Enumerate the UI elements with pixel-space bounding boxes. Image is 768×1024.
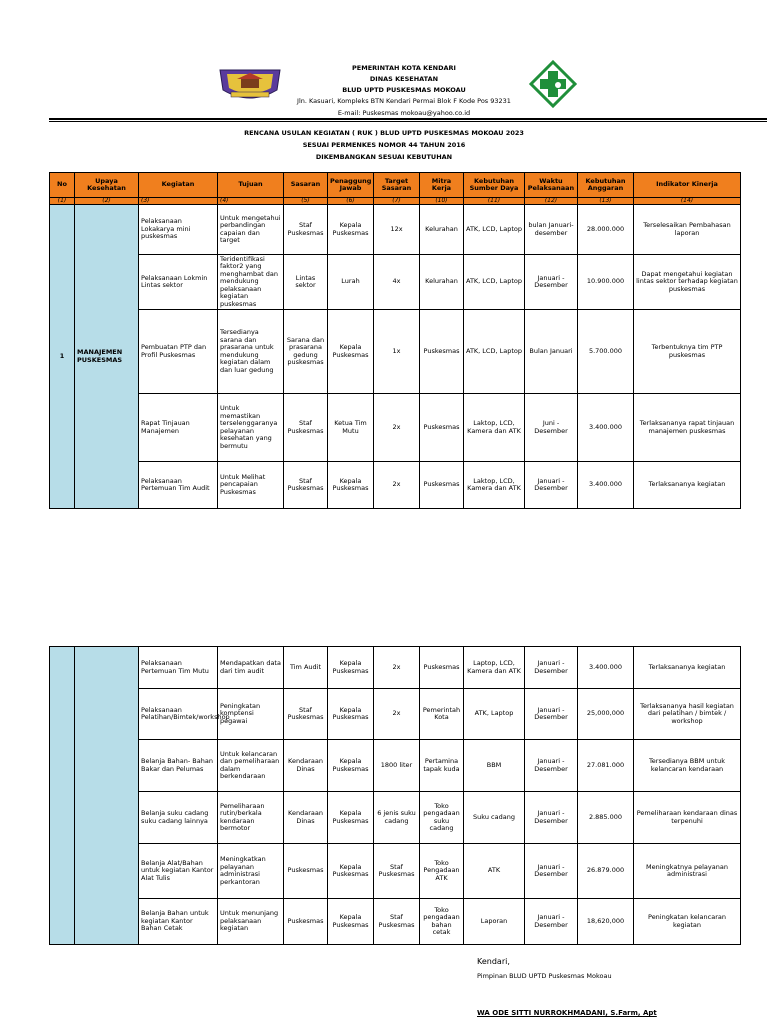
tujuan-cell: Untuk Melihat pencapaian Puskesmas — [218, 462, 284, 509]
table-row — [50, 394, 741, 462]
tujuan-cell: Untuk menunjang pelaksanaan kegiatan — [218, 899, 284, 945]
indikator-cell: Terlaksananya rapat tinjauan manajemen puskesmas — [634, 394, 741, 462]
sumber-daya-cell: Suku cadang — [464, 792, 525, 844]
mitra-cell: Toko pengadaan suku cadang — [420, 792, 464, 844]
sasaran-cell: Staf Puskesmas — [284, 462, 328, 509]
waktu-cell: Januari - Desember — [525, 792, 578, 844]
penanggung-jawab-cell: Lurah — [328, 255, 374, 310]
sasaran-cell: Staf Puskesmas — [284, 205, 328, 255]
col-header: Upaya Kesehatan — [75, 173, 139, 198]
col-header: Kegiatan — [139, 173, 218, 198]
anggaran-cell: 10.900.000 — [578, 255, 634, 310]
kegiatan-cell: Rapat Tinjauan Manajemen — [139, 394, 218, 462]
mitra-cell: Puskesmas — [420, 462, 464, 509]
sasaran-cell: Kendaraan Dinas — [284, 792, 328, 844]
waktu-cell: Januari - Desember — [525, 844, 578, 899]
tujuan-cell: Meningkatkan pelayanan administrasi perkantoran — [218, 844, 284, 899]
sumber-daya-cell: ATK, LCD, Laptop — [464, 205, 525, 255]
sumber-daya-cell: ATK, LCD, Laptop — [464, 310, 525, 394]
sumber-daya-cell: Laporan — [464, 899, 525, 945]
mitra-cell: Toko pengadaan bahan cetak — [420, 899, 464, 945]
table-row — [50, 689, 741, 740]
col-number: (3) — [139, 198, 218, 205]
document-title-1: RENCANA USULAN KEGIATAN ( RUK ) BLUD UPTD PUSKESMAS MOKOAU 2023 — [244, 129, 524, 137]
sasaran-cell: Kendaraan Dinas — [284, 740, 328, 792]
table-row — [50, 255, 741, 310]
tujuan-cell: Mendapatkan data dari tim audit — [218, 647, 284, 689]
signature-place: Kendari, — [477, 957, 510, 966]
col-header: Kebutuhan Anggaran — [578, 173, 634, 198]
anggaran-cell: 5.700.000 — [578, 310, 634, 394]
kegiatan-cell: Pelaksanaan Pelatihan/Bimtek/workshop — [139, 689, 218, 740]
tujuan-cell: Teridentifikasi faktor2 yang menghambat dan mendukung pelaksanaan kegiatan puskesmas — [218, 255, 284, 310]
header-divider-thin — [49, 121, 767, 122]
sasaran-cell: Tim Audit — [284, 647, 328, 689]
anggaran-cell: 25,000,000 — [578, 689, 634, 740]
col-number: (14) — [634, 198, 741, 205]
col-header: Mitra Kerja — [420, 173, 464, 198]
waktu-cell: Juni - Desember — [525, 394, 578, 462]
col-header: Penaggung Jawab — [328, 173, 374, 198]
indikator-cell: Terlaksananya hasil kegiatan dari pelatihan / bimtek / workshop — [634, 689, 741, 740]
indikator-cell: Dapat mengetahui kegiatan lintas sektor terhadap kegiatan puskesmas — [634, 255, 741, 310]
anggaran-cell: 28.000.000 — [578, 205, 634, 255]
sasaran-cell: Lintas sektor — [284, 255, 328, 310]
waktu-cell: Januari - Desember — [525, 740, 578, 792]
anggaran-cell: 3.400.000 — [578, 394, 634, 462]
kegiatan-cell: Belanja Bahan- Bahan Bakar dan Pelumas — [139, 740, 218, 792]
mitra-cell: Puskesmas — [420, 394, 464, 462]
tujuan-cell: Peningkatan komptensi pegawai — [218, 689, 284, 740]
table-row — [50, 647, 741, 689]
waktu-cell: Bulan Januari — [525, 310, 578, 394]
col-number: (4) — [218, 198, 284, 205]
mitra-cell: Kelurahan — [420, 205, 464, 255]
penanggung-jawab-cell: Kepala Puskesmas — [328, 740, 374, 792]
waktu-cell: Januari - Desember — [525, 689, 578, 740]
penanggung-jawab-cell: Kepala Puskesmas — [328, 462, 374, 509]
upaya-kesehatan-blank — [75, 647, 139, 945]
indikator-cell: Peningkatan kelancaran kegiatan — [634, 899, 741, 945]
health-cross-logo — [529, 60, 577, 108]
table-row — [50, 792, 741, 844]
ruk-table-page1 — [49, 172, 741, 509]
target-cell: 6 jenis suku cadang — [374, 792, 420, 844]
col-header: Sasaran — [284, 173, 328, 198]
penanggung-jawab-cell: Kepala Puskesmas — [328, 647, 374, 689]
tujuan-cell: Pemeliharaan rutin/berkala kendaraan bermotor — [218, 792, 284, 844]
mitra-cell: Puskesmas — [420, 310, 464, 394]
signature-position: Pimpinan BLUD UPTD Puskesmas Mokoau — [477, 972, 612, 980]
header-address: Jln. Kasuari, Kompleks BTN Kendari Permai Blok F Kode Pos 93231 — [297, 97, 511, 105]
sasaran-cell: Puskesmas — [284, 899, 328, 945]
table-header-row — [50, 173, 741, 198]
sumber-daya-cell: Laptop, LCD, Kamera dan ATK — [464, 647, 525, 689]
column-number-row — [50, 198, 741, 205]
kota-kendari-logo — [217, 66, 283, 104]
anggaran-cell: 3.400.000 — [578, 462, 634, 509]
document-title-2: SESUAI PERMENKES NOMOR 44 TAHUN 2016 — [302, 141, 466, 149]
target-cell: 12x — [374, 205, 420, 255]
target-cell: 2x — [374, 689, 420, 740]
waktu-cell: Januari - Desember — [525, 462, 578, 509]
table-row — [50, 844, 741, 899]
anggaran-cell: 2.885.000 — [578, 792, 634, 844]
kegiatan-cell: Belanja suku cadang suku cadang lainnya — [139, 792, 218, 844]
target-cell: 2x — [374, 462, 420, 509]
header-line-1: PEMERINTAH KOTA KENDARI — [352, 64, 456, 72]
penanggung-jawab-cell: Kepala Puskesmas — [328, 310, 374, 394]
indikator-cell: Terselesaikan Pembahasan laporan — [634, 205, 741, 255]
table-row — [50, 205, 741, 255]
row-number: 1 — [50, 205, 75, 509]
col-header: No — [50, 173, 75, 198]
indikator-cell: Terbentuknya tim PTP puskesmas — [634, 310, 741, 394]
mitra-cell: Pertamina tapak kuda — [420, 740, 464, 792]
penanggung-jawab-cell: Kepala Puskesmas — [328, 844, 374, 899]
tujuan-cell: Untuk mengetahui perbandingan capaian dan target — [218, 205, 284, 255]
kegiatan-cell: Pelaksanaan Lokmin Lintas sektor — [139, 255, 218, 310]
penanggung-jawab-cell: Ketua Tim Mutu — [328, 394, 374, 462]
col-number: (12) — [525, 198, 578, 205]
tujuan-cell: Untuk memastikan terselenggaranya pelayanan kesehatan yang bermutu — [218, 394, 284, 462]
col-header: Indikator Kinerja — [634, 173, 741, 198]
col-number: (1) — [50, 198, 75, 205]
sumber-daya-cell: Laktop, LCD, Kamera dan ATK — [464, 394, 525, 462]
col-header: Target Sasaran — [374, 173, 420, 198]
anggaran-cell: 26.879.000 — [578, 844, 634, 899]
signature-name: WA ODE SITTI NURROKHMADANI, S.Farm, Apt — [477, 1009, 657, 1017]
kegiatan-cell: Belanja Bahan untuk kegiatan Kantor Bahan Cetak — [139, 899, 218, 945]
mitra-cell: Kelurahan — [420, 255, 464, 310]
header-email: E-mail: Puskesmas mokoau@yahoo.co.id — [337, 109, 471, 117]
sumber-daya-cell: ATK, LCD, Laptop — [464, 255, 525, 310]
waktu-cell: Januari - Desember — [525, 899, 578, 945]
col-number: (11) — [464, 198, 525, 205]
kegiatan-cell: Belanja Alat/Bahan untuk kegiatan Kantor Alat Tulis — [139, 844, 218, 899]
target-cell: 2x — [374, 394, 420, 462]
sasaran-cell: Staf Puskesmas — [284, 689, 328, 740]
row-number-blank — [50, 647, 75, 945]
header-line-2: DINAS KESEHATAN — [369, 75, 439, 83]
mitra-cell: Pemerintah Kota — [420, 689, 464, 740]
upaya-kesehatan: MANAJEMEN PUSKESMAS — [75, 205, 139, 509]
ruk-table-page2 — [49, 646, 741, 945]
indikator-cell: Terlaksananya kegiatan — [634, 647, 741, 689]
sumber-daya-cell: ATK, Laptop — [464, 689, 525, 740]
table-row — [50, 899, 741, 945]
waktu-cell: Januari - Desember — [525, 647, 578, 689]
indikator-cell: Pemeliharaan kendaraan dinas terpenuhi — [634, 792, 741, 844]
kegiatan-cell: Pelaksanaan Pertemuan Tim Mutu — [139, 647, 218, 689]
sasaran-cell: Staf Puskesmas — [284, 394, 328, 462]
anggaran-cell: 18,620,000 — [578, 899, 634, 945]
indikator-cell: Terlaksananya kegiatan — [634, 462, 741, 509]
anggaran-cell: 27.081.000 — [578, 740, 634, 792]
penanggung-jawab-cell: Kepala Puskesmas — [328, 899, 374, 945]
mitra-cell: Toko Pengadaan ATK — [420, 844, 464, 899]
col-header: Waktu Pelaksanaan — [525, 173, 578, 198]
col-number: (13) — [578, 198, 634, 205]
col-header: Kebutuhan Sumber Daya — [464, 173, 525, 198]
col-number: (6) — [328, 198, 374, 205]
target-cell: 4x — [374, 255, 420, 310]
col-number: (2) — [75, 198, 139, 205]
target-cell: 1x — [374, 310, 420, 394]
penanggung-jawab-cell: Kepala Puskesmas — [328, 792, 374, 844]
table-row — [50, 310, 741, 394]
waktu-cell: Januari - Desember — [525, 255, 578, 310]
mitra-cell: Puskesmas — [420, 647, 464, 689]
col-header: Tujuan — [218, 173, 284, 198]
sumber-daya-cell: BBM — [464, 740, 525, 792]
target-cell: 2x — [374, 647, 420, 689]
kegiatan-cell: Pelaksanaan Lokakarya mini puskesmas — [139, 205, 218, 255]
document-title-3: DIKEMBANGKAN SESUAI KEBUTUHAN — [315, 153, 453, 161]
col-number: (5) — [284, 198, 328, 205]
table-row — [50, 462, 741, 509]
sasaran-cell: Puskesmas — [284, 844, 328, 899]
penanggung-jawab-cell: Kepala Puskesmas — [328, 689, 374, 740]
target-cell: Staf Puskesmas — [374, 899, 420, 945]
target-cell: Staf Puskesmas — [374, 844, 420, 899]
header-line-3: BLUD UPTD PUSKESMAS MOKOAU — [342, 86, 466, 94]
target-cell: 1800 liter — [374, 740, 420, 792]
col-number: (7) — [374, 198, 420, 205]
waktu-cell: bulan Januari-desember — [525, 205, 578, 255]
anggaran-cell: 3.400.000 — [578, 647, 634, 689]
indikator-cell: Meningkatnya pelayanan administrasi — [634, 844, 741, 899]
tujuan-cell: Tersedianya sarana dan prasarana untuk mendukung kegiatan dalam dan luar gedung — [218, 310, 284, 394]
sasaran-cell: Sarana dan prasarana gedung puskesmas — [284, 310, 328, 394]
header-divider — [49, 118, 767, 120]
col-number: (10) — [420, 198, 464, 205]
penanggung-jawab-cell: Kepala Puskesmas — [328, 205, 374, 255]
kegiatan-cell: Pelaksanaan Pertemuan Tim Audit — [139, 462, 218, 509]
table-row — [50, 740, 741, 792]
indikator-cell: Tersedianya BBM untuk kelancaran kendaraan — [634, 740, 741, 792]
sumber-daya-cell: Laktop, LCD, Kamera dan ATK — [464, 462, 525, 509]
kegiatan-cell: Pembuatan PTP dan Profil Puskesmas — [139, 310, 218, 394]
tujuan-cell: Untuk kelancaran dan pemeliharaan dalam berkendaraan — [218, 740, 284, 792]
sumber-daya-cell: ATK — [464, 844, 525, 899]
